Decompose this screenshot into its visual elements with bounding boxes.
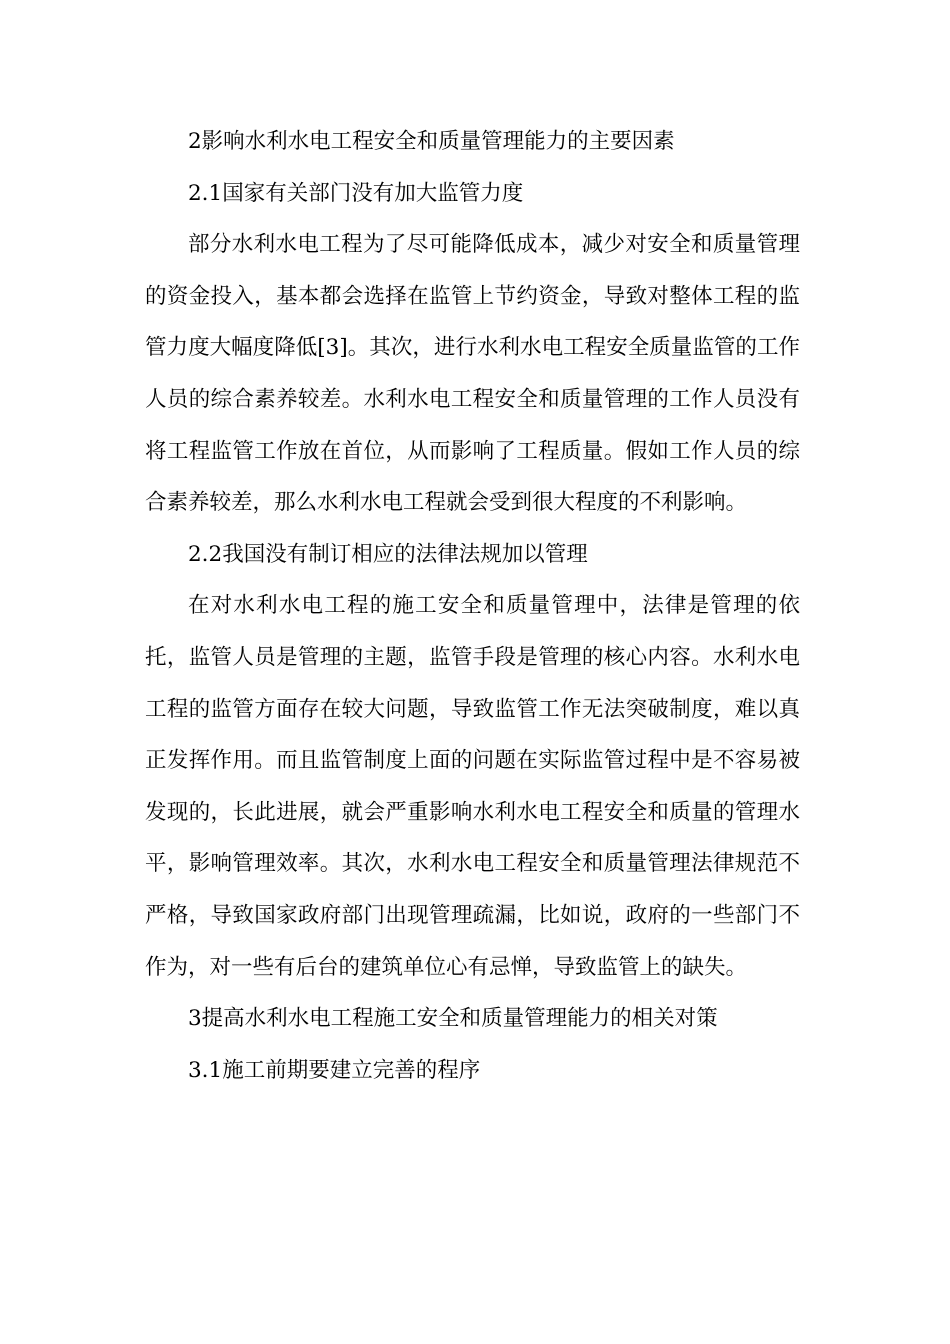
- paragraph-2-1: 部分水利水电工程为了尽可能降低成本，减少对安全和质量管理的资金投入，基本都会选择在监管上节约资金，导致对整体工程的监管力度大幅度降低[3]。其次，进行水利水电工程安全质量监管的工作人员的综合素养较差。水利水电工程安全和质量管理的工作人员没有将工程监管工作放在首位，从而影响了工程质量。假如工作人员的综合素养较差，那么水利水电工程就会受到很大程度的不利影响。: [145, 232, 800, 516]
- document-body: [145, 116, 800, 1096]
- section-heading-2: 2影响水利水电工程安全和质量管理能力的主要因素: [188, 129, 675, 154]
- paragraph-2-2: 在对水利水电工程的施工安全和质量管理中，法律是管理的依托，监管人员是管理的主题，监管手段是管理的核心内容。水利水电工程的监管方面存在较大问题，导致监管工作无法突破制度，难以真正发挥作用。而且监管制度上面的问题在实际监管过程中是不容易被发现的，长此进展，就会严重影响水利水电工程安全和质量的管理水平，影响管理效率。其次，水利水电工程安全和质量管理法律规范不严格，导致国家政府部门出现管理疏漏，比如说，政府的一些部门不作为，对一些有后台的建筑单位心有忌惮，导致监管上的缺失。: [145, 593, 800, 980]
- subsection-heading-3-1: 3.1施工前期要建立完善的程序: [188, 1057, 481, 1083]
- subsection-heading-2-2: 2.2我国没有制订相应的法律法规加以管理: [188, 541, 588, 567]
- section-heading-3: 3提高水利水电工程施工安全和质量管理能力的相关对策: [188, 1006, 718, 1032]
- subsection-heading-2-1: 2.1国家有关部门没有加大监管力度: [188, 180, 524, 206]
